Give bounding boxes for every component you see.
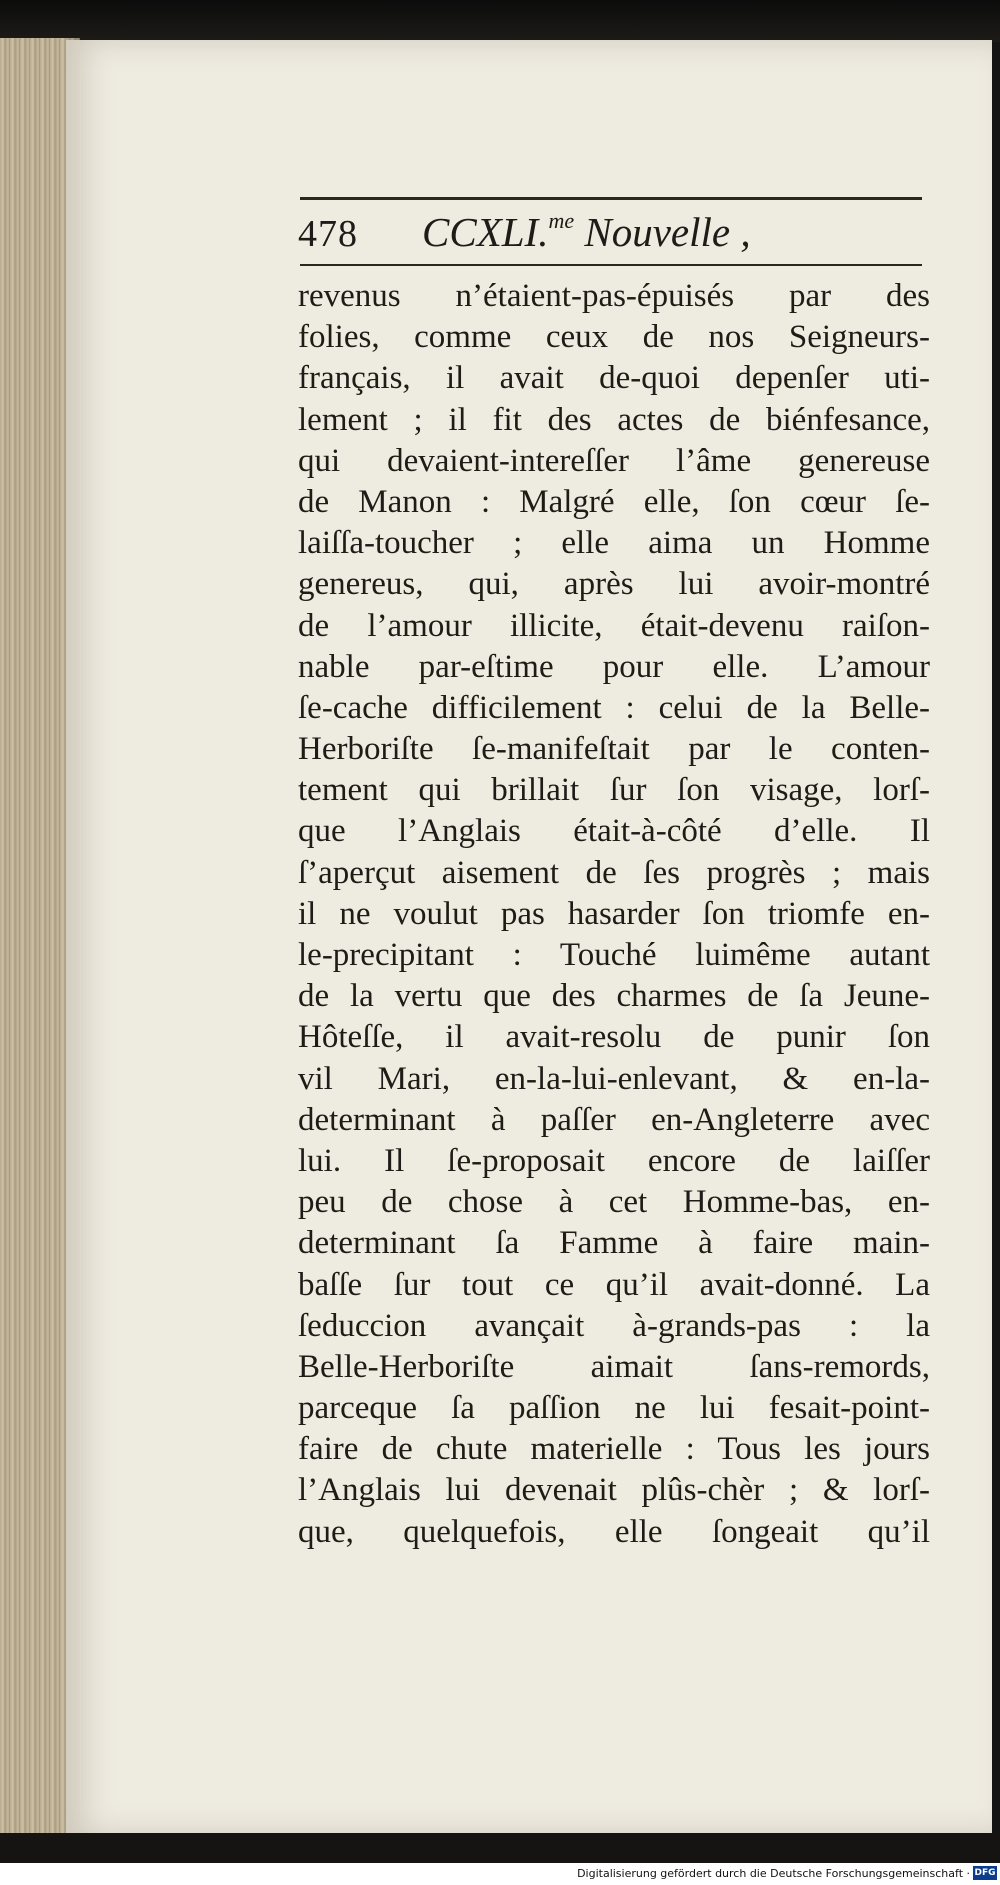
text-line: determinant à paſſer en-Angleterre avec (298, 1101, 930, 1138)
text-line: ſeduccion avançait à-grands-pas : la (298, 1307, 930, 1344)
text-line: qui devaient-intereſſer l’âme genereuse (298, 442, 930, 479)
text-line: baſſe ſur tout ce qu’il avait-donné. La (298, 1266, 930, 1303)
text-line: lement ; il fit des actes de biénfesance, (298, 401, 930, 438)
text-line: que, quelquefois, elle ſongeait qu’il (298, 1513, 930, 1550)
header-bottom-rule (300, 264, 922, 266)
text-line: de l’amour illicite, était-devenu raiſon- (298, 607, 930, 644)
body-text (298, 276, 930, 1553)
running-head (298, 208, 926, 258)
scan-top-border (0, 0, 1000, 42)
running-title-word: Nouvelle , (574, 209, 751, 255)
text-line: Belle-Herboriſte aimait ſans-remords, (298, 1348, 930, 1385)
text-line: peu de chose à cet Homme-bas, en- (298, 1184, 930, 1221)
page-number: 478 (298, 213, 358, 255)
dfg-logo: DFG (974, 1868, 996, 1878)
header-top-rule (300, 197, 922, 200)
running-title (422, 208, 751, 256)
funding-credit: Digitalisierung gefördert durch die Deutsche Forschungsgemeinschaft · (577, 1867, 970, 1880)
scan-bottom-border (0, 1833, 1000, 1863)
text-line: vil Mari, en-la-lui-enlevant, & en-la- (298, 1060, 930, 1097)
text-line: le-precipitant : Touché luimême autant (298, 937, 930, 973)
text-line: français, il avait de-quoi depenſer uti- (298, 360, 930, 397)
text-line: folies, comme ceux de nos Seigneurs- (298, 319, 930, 356)
text-line: ſe-cache difficilement : celui de la Belle- (298, 689, 930, 726)
text-line: nable par-eſtime pour elle. L’amour (298, 648, 930, 685)
text-line: genereus, qui, après lui avoir-montré (298, 566, 930, 603)
text-line: Herboriſte ſe-manifeſtait par le conten- (298, 731, 930, 768)
text-line: de la vertu que des charmes de ſa Jeune- (298, 978, 930, 1015)
running-title-superscript: me (548, 208, 575, 233)
text-line: l’Anglais lui devenait plûs-chèr ; & lorſ- (298, 1472, 930, 1509)
text-line: de Manon : Malgré elle, ſon cœur ſe- (298, 483, 930, 520)
text-line: Hôteſſe, il avait-resolu de punir ſon (298, 1019, 930, 1056)
text-line: ſ’aperçut aisement de ſes progrès ; mais (298, 854, 930, 891)
text-line: laiſſa-toucher ; elle aima un Homme (298, 525, 930, 562)
text-line: parceque ſa paſſion ne lui fesait-point- (298, 1390, 930, 1427)
text-line: lui. Il ſe-proposait encore de laiſſer (298, 1142, 930, 1179)
text-line: determinant ſa Famme à faire main- (298, 1225, 930, 1262)
text-line: faire de chute materielle : Tous les jours (298, 1431, 930, 1468)
running-title-numeral: CCXLI. (422, 209, 549, 255)
digitization-footer (0, 1863, 1000, 1885)
text-line: il ne voulut pas hasarder ſon triomfe en- (298, 895, 930, 932)
text-line: revenus n’étaient-pas-épuisés par des (298, 278, 930, 314)
text-line: que l’Anglais était-à-côté d’elle. Il (298, 813, 930, 850)
text-line: tement qui brillait ſur ſon visage, lorſ- (298, 772, 930, 809)
